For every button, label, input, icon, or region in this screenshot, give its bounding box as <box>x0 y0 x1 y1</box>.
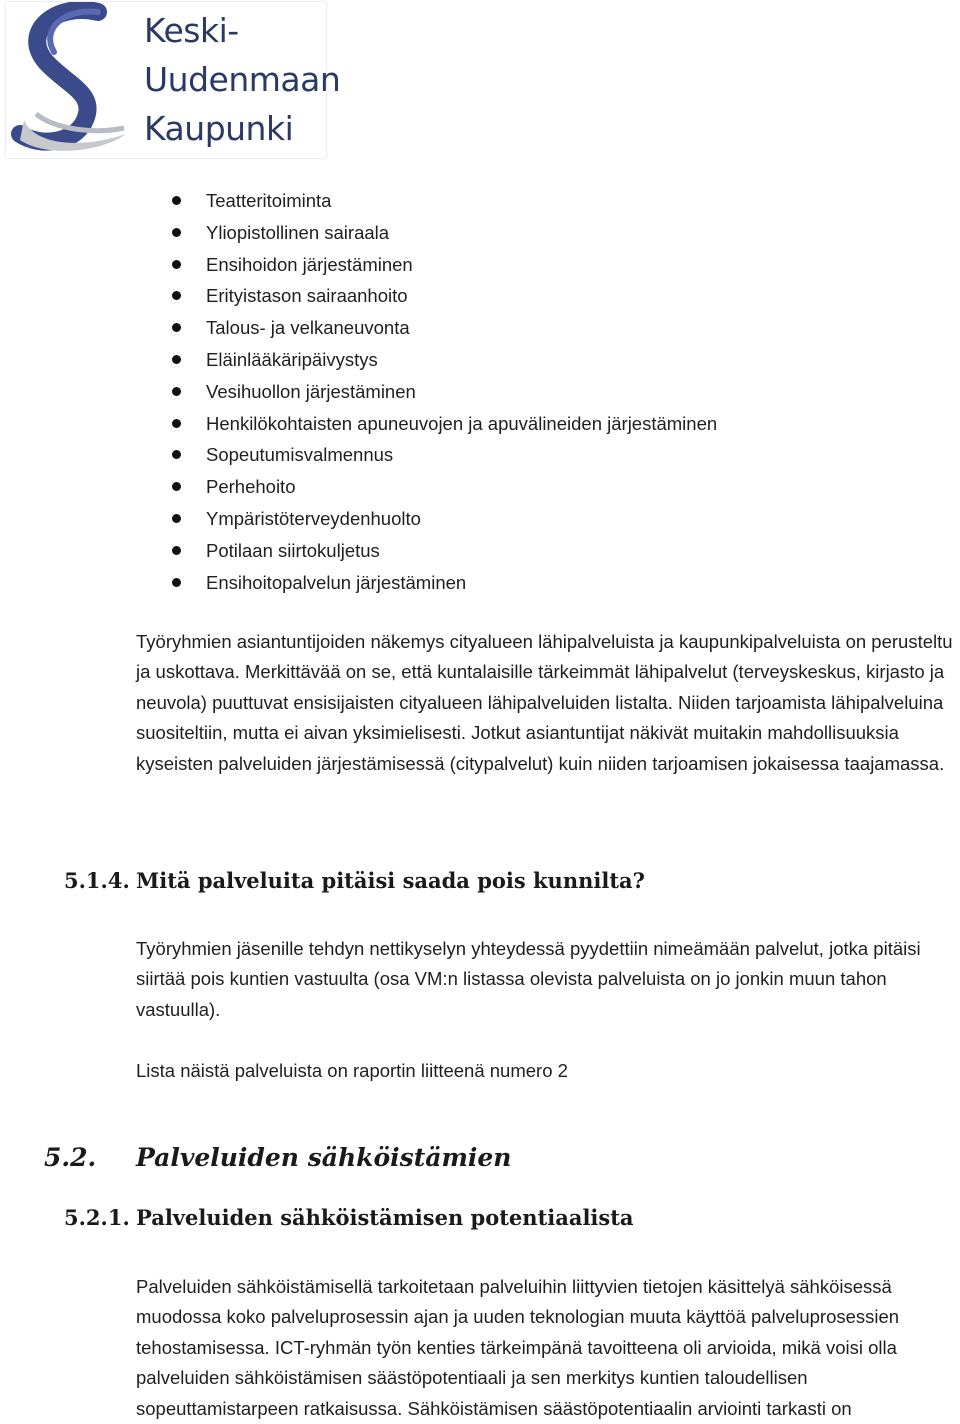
list-item: Potilaan siirtokuljetus <box>206 535 906 567</box>
list-item: Henkilökohtaisten apuneuvojen ja apuvälineiden järjestäminen <box>206 408 906 440</box>
section-heading: Mitä palveluita pitäisi saada pois kunnilta? <box>136 868 645 893</box>
body-paragraph: Työryhmien jäsenille tehdyn nettikyselyn yhteydessä pyydettiin nimeämään palvelut, jotka pitäisi siirtää pois kuntien vastuulta (osa VM:n listassa olevista palveluista on jo jonkin muun tahon vastuulla). <box>136 938 921 1020</box>
list-item: Vesihuollon järjestäminen <box>206 376 906 408</box>
logo-line: Uudenmaan <box>144 60 341 99</box>
list-item: Sopeutumisvalmennus <box>206 439 906 471</box>
section-number: 5.2. <box>44 1143 97 1172</box>
city-logo <box>6 2 341 158</box>
service-bullet-list <box>206 185 906 598</box>
list-item: Ensihoitopalvelun järjestäminen <box>206 567 906 599</box>
body-paragraph: Palveluiden sähköistämisellä tarkoitetaan palveluihin liittyvien tietojen käsittelyä sähköisessä muodossa koko palveluprosessin ajan ja uuden teknologian muuta käyttöä palveluprosessien tehostamisessa. ICT-ryhmän työn kenties tärkeimpänä tavoitteena oli arvioida, mikä voisi olla palveluiden sähköistämisen säästöpotentiaali ja sen merkitys kuntien taloudellisen sopeuttamistarpeen ratkaisussa. Sähköistämisen säästöpotentiaalin arviointi tarkasti on <box>136 1276 900 1419</box>
swan-emblem-icon <box>6 2 146 158</box>
body-paragraph: Työryhmien asiantuntijoiden näkemys cityalueen lähipalveluista ja kaupunkipalveluista on perusteltu ja uskottava. Merkittävää on se, että kuntalaisille tärkeimmät lähipalvelut (terveyskeskus, kirjasto ja neuvola) puuttuvat ensisijaisten cityalueen lähipalveluiden listalta. Niiden tarjoamista lähipalveluina suositeltiin, mutta ei aivan yksimielisesti. Jotkut asiantuntijat näkivät muitakin mahdollisuuksia kyseisten palveluiden järjestämisessä (citypalvelut) kuin niiden tarjoamisen jokaisessa taajamassa. <box>136 631 953 774</box>
list-item: Perhehoito <box>206 471 906 503</box>
section-number: 5.1.4. <box>64 868 130 893</box>
list-item: Yliopistollinen sairaala <box>206 217 906 249</box>
list-item: Ensihoidon järjestäminen <box>206 249 906 281</box>
list-item: Ympäristöterveydenhuolto <box>206 503 906 535</box>
list-item: Erityistason sairaanhoito <box>206 280 906 312</box>
section-heading: Palveluiden sähköistämien <box>136 1143 512 1172</box>
logo-line: Kaupunki <box>144 109 294 148</box>
section-number: 5.2.1. <box>64 1205 130 1230</box>
list-item: Talous- ja velkaneuvonta <box>206 312 906 344</box>
list-item: Eläinlääkäripäivystys <box>206 344 906 376</box>
body-paragraph: Lista näistä palveluista on raportin liitteenä numero 2 <box>136 1060 568 1081</box>
logo-line: Keski- <box>144 11 239 50</box>
section-heading: Palveluiden sähköistämisen potentiaalista <box>136 1205 634 1230</box>
logo-wordmark <box>144 6 340 153</box>
list-item: Teatteritoiminta <box>206 185 906 217</box>
